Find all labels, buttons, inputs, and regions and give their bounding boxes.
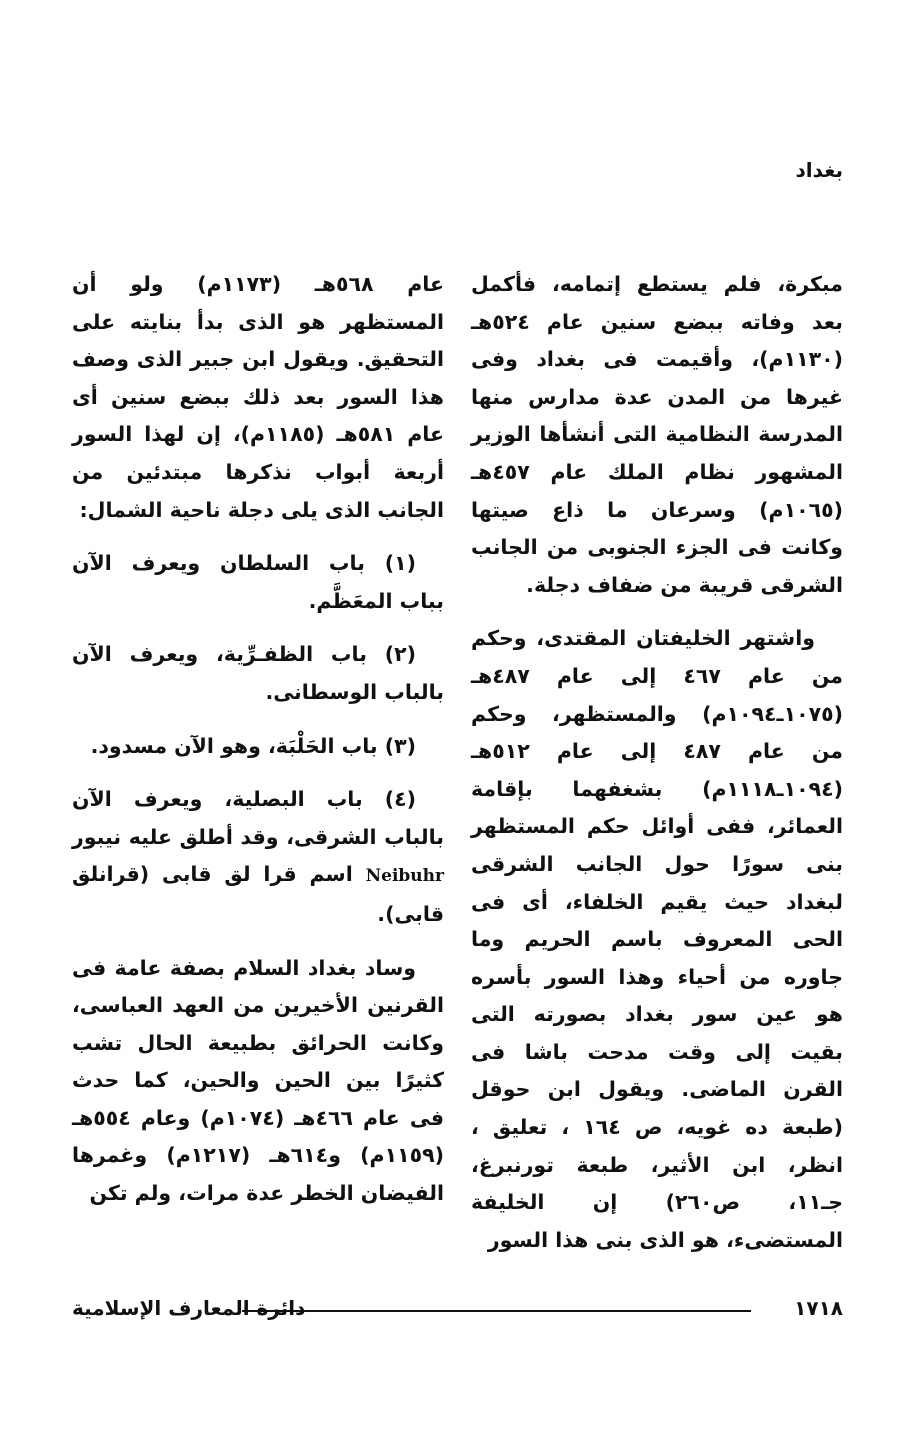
footer-rule <box>242 1310 751 1312</box>
left-column <box>72 266 444 1229</box>
gate-item-1: (١) باب السلطان ويعرف الآن بباب المعَظَّم. <box>72 551 444 613</box>
latin-name: Neibuhr <box>365 866 444 887</box>
running-header: بغداد <box>795 158 843 182</box>
gate-item-3: (٣) باب الحَلْبَة، وهو الآن مسدود. <box>90 733 416 758</box>
paragraph: مبكرة، فلم يستطع إتمامه، فأكمل بعد وفاته ببضع سنين عام ٥٢٤هـ (١١٣٠م)، وأقيمت فى بغداد وفى غيرها من المدن عدة مدارس منها المدرسة النظامية التى أنشأها الوزير المشهور نظام الملك عام ٤٥٧هـ (١٠٦٥م) وسرعان ما ذاع صيتها وكانت فى الجزء الجنوبى من الجانب الشرقى قريبة من ضفاف دجلة. <box>471 272 843 597</box>
gate4-text-end: اسم قرا لق قابى (قرانلق قابى). <box>72 862 444 926</box>
gate4-text: (٤) باب البصلية، ويعرف الآن بالباب الشرقى، وقد أطلق عليه نيبور <box>72 787 444 849</box>
paragraph: واشتهر الخليفتان المقتدى، وحكم من عام ٤٦٧ إلى عام ٤٨٧هـ (١٠٧٥ـ١٠٩٤م) والمستظهر، وحكم من عام ٤٨٧ إلى عام ٥١٢هـ (١٠٩٤ـ١١١٨م) بشغفهما بإقامة العمائر، ففى أوائل حكم المستظهر بنى سورًا حول الجانب الشرقى لبغداد حيث يقيم الخلفاء، أى فى الحى المعروف باسم الحريم وما جاوره من أحياء وهذا السور بأسره هو عين سور بغداد بصورته التى بقيت إلى وقت مدحت باشا فى القرن الماضى. ويقول ابن حوقل (طبعة ده غويه، ص ١٦٤ ، تعليق ، انظر، ابن الأثير، طبعة تورنبرغ، جـ١١، ص٢٦٠) إن الخليفة المستضىء، هو الذى بنى هذا السور <box>471 626 843 1252</box>
right-column <box>471 266 843 1275</box>
paragraph: عام ٥٦٨هـ (١١٧٣م) ولو أن المستظهر هو الذى بدأ بنايته على التحقيق. ويقول ابن جبير الذى وصف هذا السور بعد ذلك ببضع سنين أى عام ٥٨١هـ (١١٨٥م)، إن لهذا السور أربعة أبواب نذكرها مبتدئين من الجانب الذى يلى دجلة ناحية الشمال: <box>72 272 444 522</box>
publication-title: دائرة المعارف الإسلامية <box>72 1296 306 1320</box>
paragraph: وساد بغداد السلام بصفة عامة فى القرنين الأخيرين من العهد العباسى، وكانت الحرائق بطبيعة الحال تشب كثيرًا بين الحين والحين، كما حدث فى عام ٤٦٦هـ (١٠٧٤م) وعام ٥٥٤هـ (١١٥٩م) و٦١٤هـ (١٢١٧م) وغمرها الفيضان الخطر عدة مرات، ولم تكن <box>72 955 444 1206</box>
gate-item-2: (٢) باب الظفـرِّية، ويعرف الآن بالباب الوسطانى. <box>72 642 444 704</box>
gate-item-4 <box>72 781 444 933</box>
page-footer <box>72 1296 843 1326</box>
page-number: ١٧١٨ <box>794 1296 843 1320</box>
